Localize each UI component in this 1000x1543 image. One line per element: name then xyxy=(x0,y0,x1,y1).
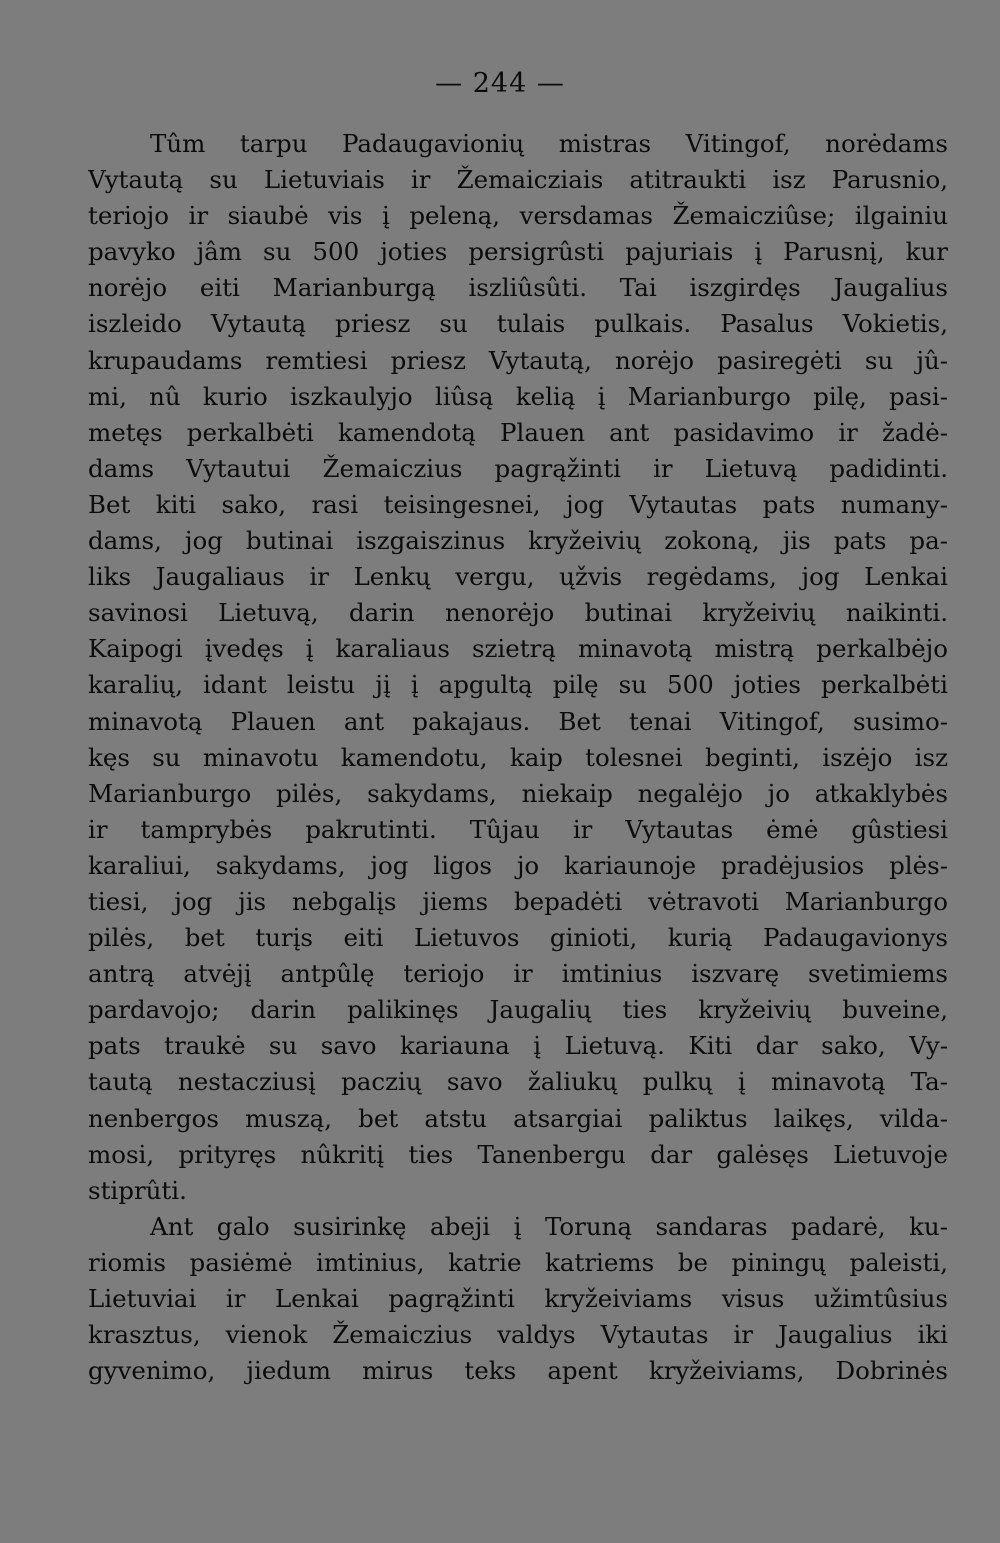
text-line: teriojo ir siaubė vis į peleną, versdamas Žemaicziûse; ilgainiu xyxy=(88,201,948,231)
text-line: dams, jog butinai iszgaiszinus kryžeivių zokoną, jis pats pa- xyxy=(88,526,948,556)
text-line: tiesi, jog jis nebgalįs jiems bepadėti vėtravoti Marianburgo xyxy=(88,886,948,916)
text-line: kęs su minavotu kamendotu, kaip tolesnei beginti, iszėjo isz xyxy=(88,742,948,772)
text-line: liks Jaugaliaus ir Lenkų vergu, ųžvis regėdams, jog Lenkai xyxy=(88,562,948,592)
text-line: stiprûti. xyxy=(88,1175,187,1205)
text-line: dams Vytautui Žemaiczius pagrąžinti ir Lietuvą padidinti. xyxy=(88,453,948,483)
text-line: Lietuviai ir Lenkai pagrąžinti kryžeiviams visus užimtûsius xyxy=(88,1284,948,1313)
text-line: antrą atvėjį antpûlę teriojo ir imtinius iszvarę svetimiems xyxy=(88,959,948,989)
text-line: mosi, prityręs nûkritį ties Tanenbergu dar galėsęs Lietuvoje xyxy=(88,1139,948,1169)
text-line: savinosi Lietuvą, darin nenorėjo butinai kryžeivių naikinti. xyxy=(88,598,948,628)
text-line: Tûm tarpu Padaugavionių mistras Vitingof, norėdams xyxy=(150,129,948,158)
body-text xyxy=(88,126,948,1389)
text-line: karalių, idant leistu jį į apgultą pilę su 500 joties perkalbėti xyxy=(88,670,948,700)
text-line: krasztus, vienok Žemaiczius valdys Vytautas ir Jaugalius iki xyxy=(88,1320,948,1350)
text-line: riomis pasiėmė imtinius, katrie katriems be piningų paleisti, xyxy=(88,1247,948,1277)
text-line: minavotą Plauen ant pakajaus. Bet tenai Vitingof, susimo- xyxy=(88,706,948,736)
text-line: Ant galo susirinkę abeji į Toruną sandaras padarė, ku- xyxy=(150,1211,948,1241)
text-line: nenbergos muszą, bet atstu atsargiai paliktus laikęs, vilda- xyxy=(88,1103,948,1133)
text-line: norėjo eiti Marianburgą iszliûsûti. Tai iszgirdęs Jaugalius xyxy=(88,273,948,303)
text-line: iszleido Vytautą priesz su tulais pulkais. Pasalus Vokietis, xyxy=(88,309,948,339)
text-line: Bet kiti sako, rasi teisingesnei, jog Vytautas pats numany- xyxy=(88,489,948,519)
text-line: Marianburgo pilės, sakydams, niekaip negalėjo jo atkaklybės xyxy=(88,778,948,808)
text-line: gyvenimo, jiedum mirus teks apent kryžeiviams, Dobrinės xyxy=(88,1356,948,1386)
text-line: pilės, bet turįs eiti Lietuvos ginioti, kurią Padaugavionys xyxy=(88,923,948,953)
text-line: karaliui, sakydams, jog ligos jo kariaunoje pradėjusios plės- xyxy=(88,850,948,880)
text-line: pavyko jâm su 500 joties persigrûsti pajuriais į Parusnį, kur xyxy=(88,237,948,267)
text-line: Kaipogi įvedęs į karaliaus szietrą minavotą mistrą perkalbėjo xyxy=(88,634,948,664)
text-line: mi, nû kurio iszkaulyjo liûsą kelią į Marianburgo pilę, pasi- xyxy=(88,381,948,411)
text-line: krupaudams remtiesi priesz Vytautą, norėjo pasiregėti su jû- xyxy=(88,345,948,375)
text-line: Vytautą su Lietuviais ir Žemaicziais atitraukti isz Parusnio, xyxy=(88,165,948,195)
text-line: tautą nestacziusį paczių savo žaliukų pulkų į minavotą Ta- xyxy=(88,1067,948,1097)
text-line: pats traukė su savo kariauna į Lietuvą. Kiti dar sako, Vy- xyxy=(88,1031,948,1061)
text-line: ir tamprybės pakrutinti. Tûjau ir Vytautas ėmė gûstiesi xyxy=(88,814,948,844)
page-number: — 244 — xyxy=(435,68,565,99)
text-line: pardavojo; darin palikinęs Jaugalių ties kryžeivių buveine, xyxy=(88,995,948,1025)
text-line: metęs perkalbėti kamendotą Plauen ant pasidavimo ir žadė- xyxy=(88,417,948,447)
